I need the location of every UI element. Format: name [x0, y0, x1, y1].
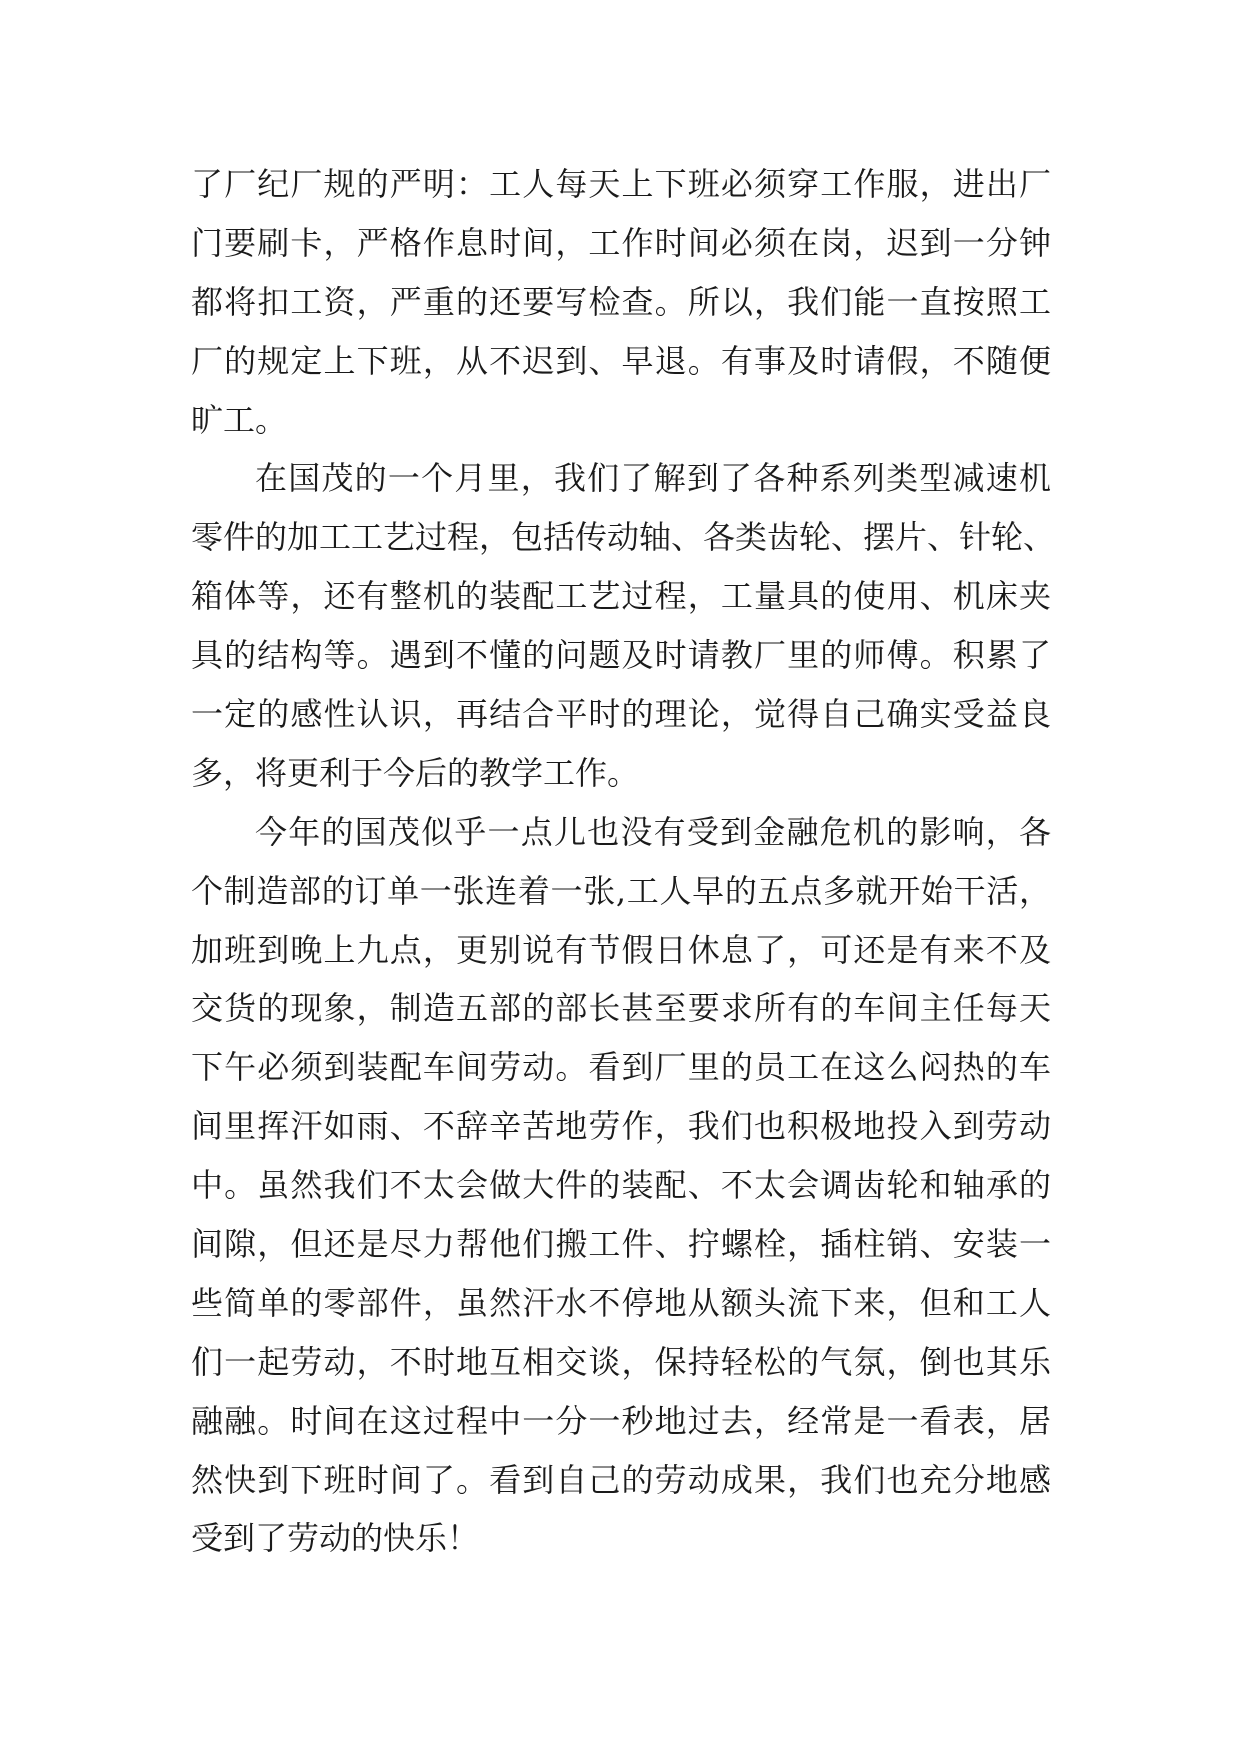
- text-line: 中。虽然我们不太会做大件的装配、不太会调齿轮和轴承的: [191, 1166, 1051, 1205]
- text-line: 在国茂的一个月里，我们了解到了各种系列类型减速机: [255, 459, 1051, 498]
- text-line: 今年的国茂似乎一点儿也没有受到金融危机的影响，各: [255, 812, 1051, 851]
- text-line: 交货的现象，制造五部的部长甚至要求所有的车间主任每天: [191, 989, 1051, 1028]
- text-line: 多，将更利于今后的教学工作。: [191, 753, 640, 792]
- text-line: 受到了劳动的快乐！: [191, 1519, 480, 1558]
- text-line: 加班到晚上九点，更别说有节假日休息了，可还是有来不及: [191, 930, 1051, 969]
- text-line: 门要刷卡，严格作息时间，工作时间必须在岗，迟到一分钟: [191, 223, 1051, 262]
- text-line: 间隙，但还是尽力帮他们搬工件、拧螺栓，插柱销、安装一: [191, 1225, 1051, 1264]
- text-line: 下午必须到装配车间劳动。看到厂里的员工在这么闷热的车: [191, 1048, 1051, 1087]
- text-line: 们一起劳动，不时地互相交谈，保持轻松的气氛，倒也其乐: [191, 1342, 1051, 1381]
- text-line: 间里挥汗如雨、不辞辛苦地劳作，我们也积极地投入到劳动: [191, 1107, 1051, 1146]
- text-line: 些简单的零部件，虽然汗水不停地从额头流下来，但和工人: [191, 1283, 1051, 1322]
- text-line: 了厂纪厂规的严明：工人每天上下班必须穿工作服，进出厂: [191, 165, 1051, 203]
- text-line: 箱体等，还有整机的装配工艺过程，工量具的使用、机床夹: [191, 577, 1051, 616]
- text-line: 个制造部的订单一张连着一张,工人早的五点多就开始干活，: [191, 871, 1051, 910]
- text-line: 旷工。: [191, 400, 288, 439]
- text-line: 厂的规定上下班，从不迟到、早退。有事及时请假，不随便: [191, 341, 1051, 380]
- text-line: 融融。时间在这过程中一分一秒地过去，经常是一看表，居: [191, 1401, 1051, 1440]
- text-line: 都将扣工资，严重的还要写检查。所以，我们能一直按照工: [191, 282, 1051, 321]
- text-line: 一定的感性认识，再结合平时的理论，觉得自己确实受益良: [191, 695, 1051, 734]
- text-line: 然快到下班时间了。看到自己的劳动成果，我们也充分地感: [191, 1460, 1051, 1499]
- text-line: 具的结构等。遇到不懂的问题及时请教厂里的师傅。积累了: [191, 636, 1051, 675]
- body-text: [191, 155, 1056, 1568]
- text-line: 零件的加工工艺过程，包括传动轴、各类齿轮、摆片、针轮、: [191, 518, 1056, 557]
